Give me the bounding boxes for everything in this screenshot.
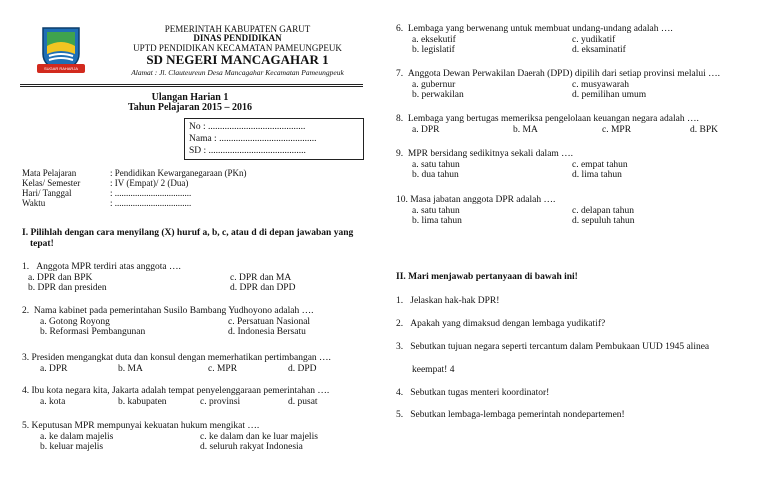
question-stem: Nama kabinet pada pemerintahan Susilo Bambang Yudhoyono adalah ….: [33, 306, 314, 316]
option-d[interactable]: d. DPR dan DPD: [230, 283, 296, 293]
essay-number: 4.: [396, 388, 404, 398]
question-stem: Keputusan MPR mempunyai kekuatan hukum mengikat ….: [31, 421, 260, 431]
option-b[interactable]: b. legislatif: [412, 45, 455, 55]
question-stem: Masa jabatan anggota DPR adalah ….: [410, 195, 556, 205]
info-label: Hari/ Tanggal: [22, 188, 72, 198]
essay-number: 2.: [396, 319, 404, 329]
school-name: SD NEGERI MANCAGAHAR 1: [146, 52, 329, 67]
question-number: 4.: [22, 386, 30, 396]
question-number: 9.: [396, 149, 404, 159]
essay-item: [396, 388, 549, 398]
question-item: [22, 306, 362, 338]
question-item: [22, 386, 362, 418]
question-item: [22, 262, 362, 294]
option-b[interactable]: b. MA: [118, 364, 143, 374]
question-number: 10.: [396, 195, 408, 205]
essay-number: 3.: [396, 342, 404, 352]
question-stem: Anggota MPR terdiri atas anggota ….: [36, 262, 181, 272]
question-item: [396, 195, 756, 227]
question-number: 6.: [396, 24, 404, 34]
question-item: [396, 114, 756, 146]
option-a[interactable]: a. gubernur: [412, 80, 456, 90]
info-label: Kelas/ Semester: [22, 178, 81, 188]
question-number: 7.: [396, 69, 404, 79]
info-label: Mata Pelajaran: [22, 168, 77, 178]
header-rule-2: [20, 86, 363, 87]
option-b[interactable]: b. DPR dan presiden: [28, 283, 107, 293]
regency-logo: [33, 24, 89, 76]
section-2-heading: II. Mari menjawab pertanyaan di bawah ini!: [396, 272, 578, 282]
student-id-box: [184, 118, 364, 160]
section-1-heading-cont: tepat!: [30, 239, 54, 249]
option-c[interactable]: c. musyawarah: [572, 80, 629, 90]
essay-item: [396, 319, 605, 329]
info-value[interactable]: : ..................................: [110, 188, 192, 198]
essay-number: 1.: [396, 296, 404, 306]
option-c[interactable]: c. MPR: [602, 125, 632, 135]
essay-number: 5.: [396, 410, 404, 420]
option-b[interactable]: b. lima tahun: [412, 216, 462, 226]
option-d[interactable]: d. eksaminatif: [572, 45, 626, 55]
option-a[interactable]: a. satu tahun: [412, 206, 460, 216]
question-stem: Ibu kota negara kita, Jakarta adalah tempat penyelenggaraan pemerintahan ….: [31, 386, 330, 396]
question-stem: Presiden mengangkat duta dan konsul dengan memerhatikan pertimbangan ….: [31, 353, 331, 363]
option-c[interactable]: c. DPR dan MA: [230, 273, 292, 283]
option-c[interactable]: c. empat tahun: [572, 160, 628, 170]
essay-text: Sebutkan lembaga-lembaga pemerintah nondepartemen!: [410, 410, 625, 420]
info-value: : Pendidikan Kewarganegaraan (PKn): [110, 168, 247, 178]
question-stem: Lembaga yang berwenang untuk membuat undang-undang adalah ….: [407, 24, 673, 34]
option-a[interactable]: a. Gotong Royong: [40, 317, 110, 327]
essay-item: [396, 342, 709, 352]
question-item: [396, 69, 756, 101]
question-item: [396, 24, 756, 56]
option-b[interactable]: b. keluar majelis: [40, 442, 104, 452]
header-line-1: PEMERINTAH KABUPATEN GARUT: [164, 24, 311, 34]
option-c[interactable]: c. yudikatif: [572, 35, 616, 45]
essay-text: Apakah yang dimaksud dengan lembaga yudikatif?: [410, 319, 606, 329]
option-d[interactable]: d. BPK: [690, 125, 718, 135]
id-no-field[interactable]: No : .........................................: [189, 122, 306, 132]
option-a[interactable]: a. eksekutif: [412, 35, 456, 45]
option-b[interactable]: b. dua tahun: [412, 170, 459, 180]
option-a[interactable]: a. kota: [40, 397, 66, 407]
question-stem: Anggota Dewan Perwakilan Daerah (DPD) dipilih dari setiap provinsi melalui ….: [407, 69, 720, 79]
info-label: Waktu: [22, 198, 46, 208]
option-b[interactable]: b. perwakilan: [412, 90, 464, 100]
question-number: 3.: [22, 353, 30, 363]
info-value[interactable]: : ..................................: [110, 198, 192, 208]
option-d[interactable]: d. Indonesia Bersatu: [228, 327, 306, 337]
question-item: [22, 353, 362, 385]
question-stem: MPR bersidang sedikitnya sekali dalam ….: [407, 149, 574, 159]
essay-text: keempat! 4: [412, 365, 455, 375]
question-number: 2.: [22, 306, 30, 316]
question-item: [22, 421, 362, 453]
essay-text: Sebutkan tugas menteri koordinator!: [410, 388, 550, 398]
option-b[interactable]: b. kabupaten: [118, 397, 167, 407]
logo-caption: SUGAR RAHARJA: [43, 66, 78, 71]
exam-title: Ulangan Harian 1: [151, 92, 229, 103]
header-line-2: DINAS PENDIDIKAN: [193, 33, 282, 43]
essay-item: [396, 296, 499, 306]
essay-text: Sebutkan tujuan negara seperti tercantum dalam Pembukaan UUD 1945 alinea: [410, 342, 710, 352]
option-c[interactable]: c. ke dalam dan ke luar majelis: [200, 432, 318, 442]
option-d[interactable]: d. sepuluh tahun: [572, 216, 635, 226]
question-item: [396, 149, 756, 181]
header-line-3: UPTD PENDIDIKAN KECAMATAN PAMEUNGPEUK: [133, 43, 342, 53]
section-1-heading: I. Pilihlah dengan cara menyilang (X) huruf a, b, c, atau d di depan jawaban yang: [22, 228, 354, 238]
option-b[interactable]: b. Reformasi Pembangunan: [40, 327, 146, 337]
question-number: 8.: [396, 114, 404, 124]
option-d[interactable]: d. lima tahun: [572, 170, 622, 180]
option-a[interactable]: a. DPR: [412, 125, 440, 135]
question-number: 1.: [22, 262, 30, 272]
option-d[interactable]: d. DPD: [288, 364, 317, 374]
option-b[interactable]: b. MA: [513, 125, 538, 135]
option-c[interactable]: c. provinsi: [200, 397, 241, 407]
option-c[interactable]: c. delapan tahun: [572, 206, 634, 216]
question-number: 5.: [22, 421, 30, 431]
exam-year: Tahun Pelajaran 2015 – 2016: [127, 102, 253, 113]
essay-text: Jelaskan hak-hak DPR!: [410, 296, 500, 306]
option-a[interactable]: a. DPR dan BPK: [28, 273, 93, 283]
option-a[interactable]: a. ke dalam majelis: [40, 432, 114, 442]
option-c[interactable]: c. MPR: [208, 364, 238, 374]
option-d[interactable]: d. seluruh rakyat Indonesia: [200, 442, 303, 452]
essay-item-continued: [412, 365, 454, 375]
question-stem: Lembaga yang bertugas memeriksa pengelolaan keuangan negara adalah ….: [407, 114, 699, 124]
info-value: : IV (Empat)/ 2 (Dua): [110, 178, 189, 188]
option-d[interactable]: d. pusat: [288, 397, 318, 407]
essay-item: [396, 410, 625, 420]
header-rule: [20, 84, 363, 85]
id-school-field[interactable]: SD : .........................................: [189, 146, 306, 156]
option-c[interactable]: c. Persatuan Nasional: [228, 317, 311, 327]
option-d[interactable]: d. pemilihan umum: [572, 90, 647, 100]
school-address: Alamat : Jl. Clauteureun Desa Mancagahar Kecamatan Pameungpeuk: [131, 68, 344, 77]
id-name-field[interactable]: Nama : .........................................: [189, 134, 317, 144]
option-a[interactable]: a. DPR: [40, 364, 68, 374]
option-a[interactable]: a. satu tahun: [412, 160, 460, 170]
